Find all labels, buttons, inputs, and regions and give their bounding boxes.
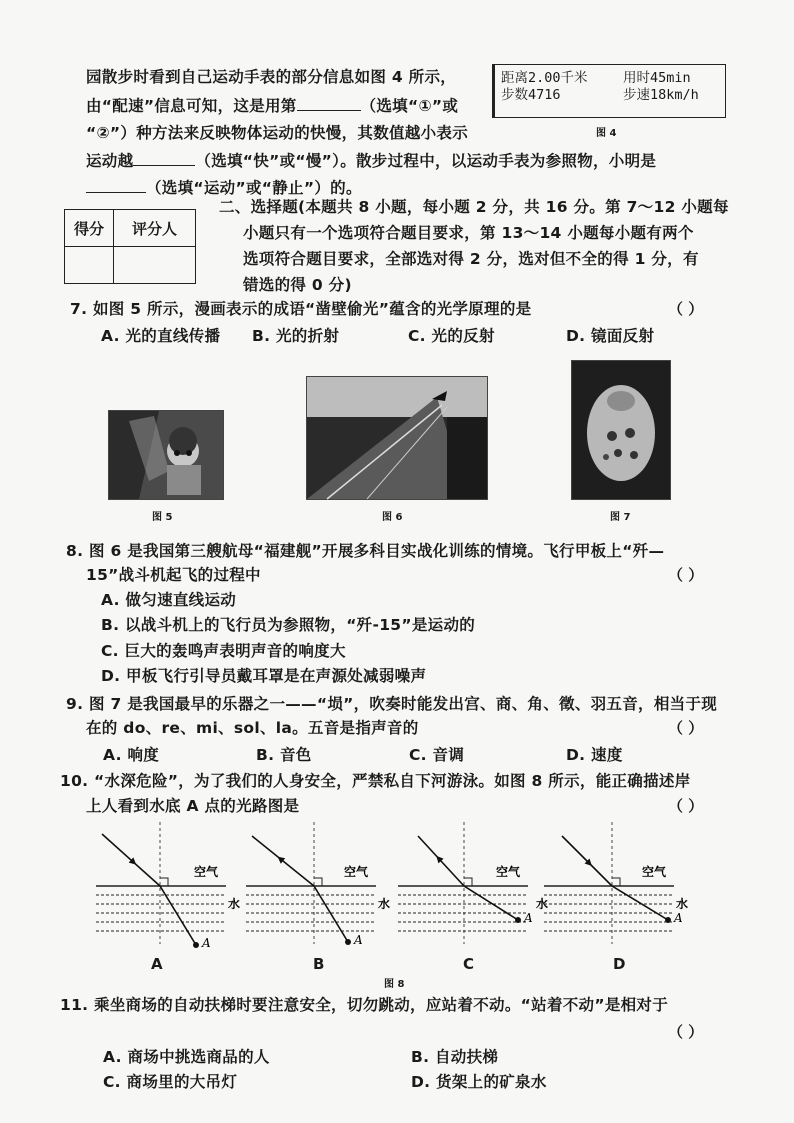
figure-8-caption: 图 8 <box>384 979 405 990</box>
q9-option-b: B. 音色 <box>256 746 312 764</box>
water-label: 水 <box>228 897 241 911</box>
q10-stem-1: 10. “水深危险”，为了我们的人身安全，严禁私自下河游泳。如图 8 所示，能正确描述岸 <box>60 772 691 790</box>
water-ray <box>314 886 348 942</box>
q7-option-c: C. 光的反射 <box>408 327 495 345</box>
score-cell[interactable] <box>65 247 114 284</box>
air-label: 空气 <box>194 865 219 879</box>
q9-option-d: D. 速度 <box>566 746 623 764</box>
water-label: 水 <box>536 897 549 911</box>
point-a-label: A <box>202 936 211 950</box>
watch-distance: 距离2.00千米 <box>501 70 588 86</box>
watch-pace: 步速18km/h <box>623 87 699 103</box>
q11-option-c: C. 商场里的大吊灯 <box>103 1073 238 1091</box>
q9-option-a: A. 响度 <box>103 746 160 764</box>
air-label: 空气 <box>642 865 667 879</box>
sports-watch-display <box>492 64 726 118</box>
grader-cell[interactable] <box>114 247 196 284</box>
intro-line-4 <box>86 150 656 172</box>
water-label: 水 <box>378 897 391 911</box>
figure-6-caption: 图 6 <box>382 512 403 523</box>
light-path-diagram-c[interactable] <box>396 820 549 950</box>
q7-option-b: B. 光的折射 <box>252 327 340 345</box>
intro-line-2a: 由“配速”信息可知，这是用第 <box>86 97 297 115</box>
q11-answer-paren[interactable]: （ ） <box>668 1023 704 1041</box>
section-2-line-1: 二、选择题(本题共 8 小题，每小题 2 分，共 16 分。第 7～12 小题每 <box>219 198 729 216</box>
q9-answer-paren[interactable]: （ ） <box>668 719 704 737</box>
section-2-line-3: 选项符合题目要求，全部选对得 2 分，选对但不全的得 1 分，有 <box>243 250 699 268</box>
q9-stem-1: 9. 图 7 是我国最早的乐器之一——“埙”，吹奏时能发出宫、商、角、徵、羽五音，相当于现 <box>66 695 718 713</box>
point-a-label: A <box>674 911 683 925</box>
answer-blank-2[interactable] <box>133 150 195 166</box>
right-angle-mark <box>160 878 168 886</box>
section-2-line-4: 错选的得 0 分) <box>243 276 352 294</box>
q8-option-c: C. 巨大的轰鸣声表明声音的响度大 <box>101 642 346 660</box>
q8-option-b: B. 以战斗机上的飞行员为参照物，“歼-15”是运动的 <box>101 616 476 634</box>
q7-option-a: A. 光的直线传播 <box>101 327 221 345</box>
section-2-line-2: 小题只有一个选项符合题目要求，第 13～14 小题每小题有两个 <box>243 224 694 242</box>
figure-5-cartoon-image <box>108 410 224 500</box>
q11-option-d: D. 货架上的矿泉水 <box>411 1073 547 1091</box>
figure-6-carrier-image <box>306 376 488 500</box>
q7-option-d: D. 镜面反射 <box>566 327 655 345</box>
intro-line-3: “②”）种方法来反映物体运动的快慢，其数值越小表示 <box>86 124 468 142</box>
diagram-label-b: B <box>313 955 325 973</box>
point-a-dot <box>665 917 671 923</box>
q7-answer-paren[interactable]: （ ） <box>668 300 704 318</box>
q8-option-a: A. 做匀速直线运动 <box>101 591 237 609</box>
q9-stem-2: 在的 do、re、mi、sol、la。五音是指声音的 <box>86 719 419 737</box>
point-a-label: A <box>524 911 533 925</box>
grader-header: 评分人 <box>114 210 196 247</box>
intro-line-2b: （选填“①”或 <box>360 97 459 115</box>
q10-answer-paren[interactable]: （ ） <box>668 797 704 815</box>
point-a-dot <box>515 917 521 923</box>
intro-line-5-text: （选填“运动”或“静止”）的。 <box>146 179 362 197</box>
figure-5-caption: 图 5 <box>152 512 173 523</box>
point-a-label: A <box>354 933 363 947</box>
right-angle-mark <box>464 878 472 886</box>
answer-blank-3[interactable] <box>86 177 146 193</box>
right-angle-mark <box>314 878 322 886</box>
intro-line-4b: （选填“快”或“慢”）。散步过程中，以运动手表为参照物，小明是 <box>195 152 657 170</box>
score-header: 得分 <box>65 210 114 247</box>
watch-time: 用时45min <box>623 70 691 86</box>
q11-option-b: B. 自动扶梯 <box>411 1048 499 1066</box>
figure-7-caption: 图 7 <box>610 512 631 523</box>
q9-option-c: C. 音调 <box>409 746 465 764</box>
q7-stem: 7. 如图 5 所示，漫画表示的成语“凿壁偷光”蕴含的光学原理的是 <box>70 300 532 318</box>
answer-blank-1[interactable] <box>297 95 361 111</box>
air-label: 空气 <box>496 865 521 879</box>
water-ray <box>464 886 518 920</box>
point-a-dot <box>193 942 199 948</box>
score-table <box>64 209 196 284</box>
q8-stem-1: 8. 图 6 是我国第三艘航母“福建舰”开展多科目实战化训练的情境。飞行甲板上“歼— <box>66 542 665 560</box>
q11-option-a: A. 商场中挑选商品的人 <box>103 1048 270 1066</box>
right-angle-mark <box>612 878 620 886</box>
intro-line-1: 园散步时看到自己运动手表的部分信息如图 4 所示， <box>86 68 457 86</box>
intro-line-4a: 运动越 <box>86 152 134 170</box>
q8-option-d: D. 甲板飞行引导员戴耳罩是在声源处减弱噪声 <box>101 667 427 685</box>
light-path-diagram-b[interactable] <box>244 820 391 950</box>
air-label: 空气 <box>344 865 369 879</box>
water-label: 水 <box>676 897 689 911</box>
light-path-diagram-d[interactable] <box>542 820 689 950</box>
q10-stem-2: 上人看到水底 A 点的光路图是 <box>86 797 300 815</box>
diagram-label-a: A <box>151 955 163 973</box>
figure-7-xun-image <box>571 360 671 500</box>
water-ray <box>612 886 668 920</box>
watch-steps: 步数4716 <box>501 87 561 103</box>
point-a-dot <box>345 939 351 945</box>
intro-line-2 <box>86 95 458 117</box>
diagram-label-c: C <box>463 955 475 973</box>
q8-answer-paren[interactable]: （ ） <box>668 566 704 584</box>
diagram-label-d: D <box>613 955 626 973</box>
light-path-diagram-a[interactable] <box>94 820 241 950</box>
q8-stem-2: 15”战斗机起飞的过程中 <box>86 566 261 584</box>
q11-stem: 11. 乘坐商场的自动扶梯时要注意安全，切勿跳动，应站着不动。“站着不动”是相对于 <box>60 996 669 1014</box>
figure-4-caption: 图 4 <box>596 128 617 139</box>
